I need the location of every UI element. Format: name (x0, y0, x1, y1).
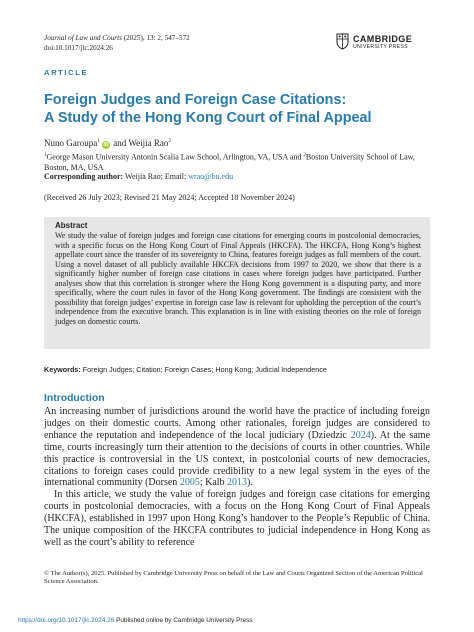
citation-link[interactable]: 2013 (227, 477, 248, 489)
introduction-body (44, 406, 430, 549)
orcid-icon[interactable]: iD (103, 142, 109, 148)
paragraph-text: ). At the same time, courts increasingly turn their attention to the decisions of courts in other countries. While this practice is controversial in the US context, in postcolonial courts of new democracies, citations to foreign cases could provide credibility to a new legal system in the eyes of the international community (Dorsen (44, 429, 431, 489)
paragraph-text: An increasing number of jurisdictions around the world have the practice of including foreign judges on their domestic courts. Among other rationales, foreign judges are considered to enhance the reputation and independence of the local judiciary (Dziedzic (44, 406, 430, 441)
author-list (44, 136, 171, 149)
journal-citation: (2025), 13: 2, 547–572 (121, 34, 190, 42)
author-1[interactable]: Nuno Garoupa (44, 138, 98, 148)
affil-marker-1: 1 (44, 153, 47, 158)
citation-link[interactable]: 2005 (179, 477, 200, 489)
corresponding-name: Weijia Rao; Email: (123, 172, 189, 181)
page-footer (18, 617, 252, 624)
footer-text: Published online by Cambridge University Press (114, 617, 253, 624)
article-title (44, 91, 444, 127)
affiliation-1: George Mason University Antonin Scalia Law School, Arlington, VA, USA and (46, 152, 304, 162)
corresponding-author (44, 172, 233, 182)
affiliation-2: Boston University School of Law, Boston, MA, USA (44, 152, 415, 172)
journal-name: Journal of Law and Courts (44, 34, 122, 42)
corresponding-email-link[interactable]: wrao@bu.edu (188, 172, 234, 181)
article-type-label: ARTICLE (44, 68, 89, 77)
citation-link[interactable]: 2024 (350, 429, 371, 441)
affiliations (44, 151, 438, 173)
keywords (44, 365, 327, 375)
publisher-logo (336, 33, 432, 53)
footer-doi-link[interactable]: https://doi.org/10.1017/jlc.2024.26 (18, 617, 115, 624)
journal-header (44, 34, 190, 53)
publisher-subname: UNIVERSITY PRESS (353, 44, 408, 50)
abstract-text: We study the value of foreign judges and foreign case citations for emerging courts in postcolonial democracies, with a specific focus on the Hong Kong Court of Final Appeals (HKCFA). The HKCFA, Hong Kong’s highest appellate court since the transfer of its sovereignty to China, features foreign judges as full members of the court. Using a novel dataset of all publicly available HKCFA decisions from 1997 to 2020, we show that there is a significantly higher number of foreign case citations in cases where foreign judges have participated. Further analyses show that this correlation is stronger where the Hong Kong government is a disputing party, and more specifically, where the court rules in favor of the Hong Kong government. The findings are consistent with the possibility that foreign judges’ expertise in foreign case law is relevant for upholding the perception of the court’s independence from the executive branch. This explanation is in line with existing theories on the role of foreign judges on domestic courts. (55, 231, 421, 326)
paragraph-text: ). (247, 477, 253, 489)
introduction-paragraph-2: In this article, we study the value of foreign judges and foreign case citations for emerging courts in postcolonial democracies, with a focus on the Hong Kong Court of Final Appeals (HKCFA), established in 1997 upon Hong Kong’s handover to the People’s Republic of China. The unique composition of the HKCFA contributes to judicial independence in Hong Kong as well as the court’s ability to reference (44, 489, 430, 548)
corresponding-label: Corresponding author: (44, 172, 124, 181)
introduction-heading: Introduction (44, 393, 105, 404)
title-line-2: A Study of the Hong Kong Court of Final Appeal (44, 110, 372, 126)
publisher-name: CAMBRIDGE (353, 34, 413, 44)
abstract-heading: Abstract (55, 221, 88, 230)
paragraph-text: ; Kalb (199, 477, 228, 489)
introduction-paragraph-1 (44, 406, 430, 489)
doi-link[interactable]: doi:10.1017/jlc.2024.26 (44, 43, 113, 52)
author-2-affil-marker: 2 (168, 138, 172, 144)
keywords-text: Foreign Judges; Citation; Foreign Cases; Hong Kong; Judicial Independence (80, 365, 327, 374)
keywords-label: Keywords: (44, 365, 81, 374)
title-line-1: Foreign Judges and Foreign Case Citations: (44, 92, 347, 108)
affil-marker-2: 2 (303, 153, 306, 158)
author-1-affil-marker: 1 (97, 138, 100, 144)
crest-icon (336, 33, 349, 50)
author-2[interactable]: and Weijia Rao (111, 138, 169, 148)
abstract-box (44, 217, 430, 349)
copyright-footnote: © The Author(s), 2025. Published by Cambridge University Press on behalf of the Law and Courts Organized Section of the American Political Science Association. (44, 570, 423, 586)
received-dates: (Received 26 July 2023; Revised 21 May 2024; Accepted 18 November 2024) (44, 193, 295, 202)
